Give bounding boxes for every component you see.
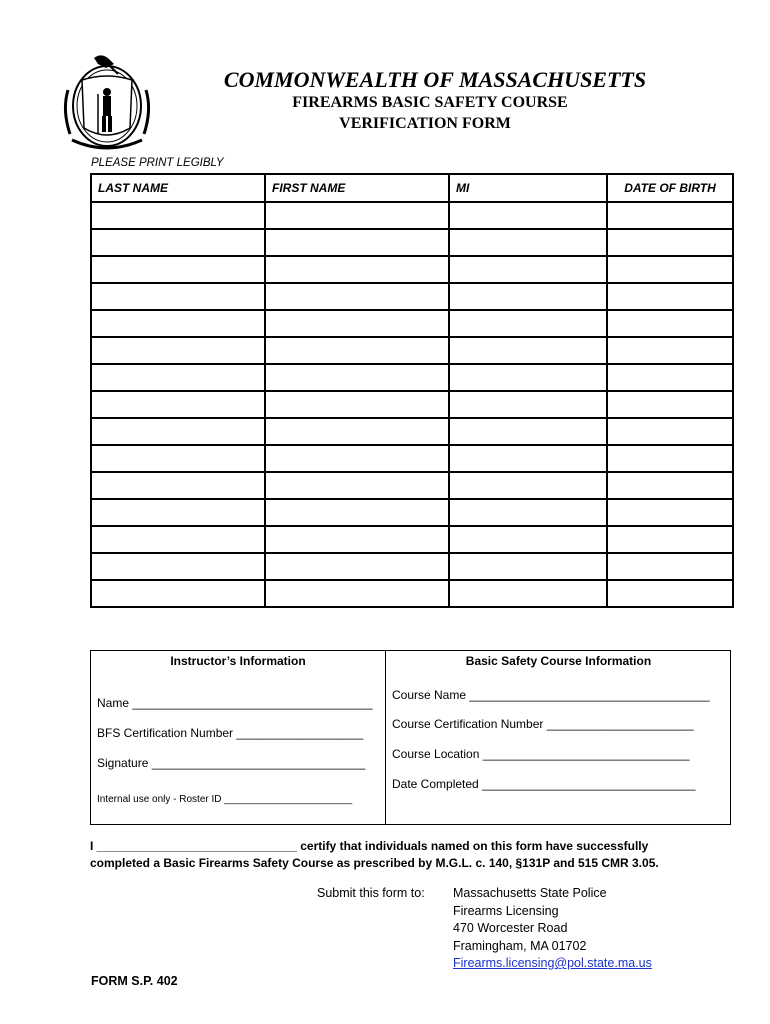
last-name-cell[interactable] xyxy=(91,445,265,472)
mi-cell[interactable] xyxy=(449,391,607,418)
form-number: FORM S.P. 402 xyxy=(91,974,178,988)
page-title: COMMONWEALTH OF MASSACHUSETTS xyxy=(223,67,647,92)
information-box xyxy=(90,650,731,825)
form-subtitle: FIREARMS BASIC SAFETY COURSE xyxy=(292,94,568,111)
first-name-cell[interactable] xyxy=(265,418,449,445)
first-name-cell[interactable] xyxy=(265,472,449,499)
first-name-cell[interactable] xyxy=(265,283,449,310)
first-name-cell[interactable] xyxy=(265,202,449,229)
last-name-cell[interactable] xyxy=(91,580,265,607)
roster-row xyxy=(91,391,733,418)
last-name-cell[interactable] xyxy=(91,256,265,283)
roster-row xyxy=(91,472,733,499)
roster-row xyxy=(91,418,733,445)
date-completed-field[interactable]: Date Completed ________________________________ xyxy=(392,777,696,791)
address-line: Firearms Licensing xyxy=(453,904,559,918)
submit-label: Submit this form to: xyxy=(317,886,425,900)
first-name-cell[interactable] xyxy=(265,580,449,607)
dob-cell[interactable] xyxy=(607,526,733,553)
address-line: 470 Worcester Road xyxy=(453,921,568,935)
roster-row xyxy=(91,283,733,310)
last-name-cell[interactable] xyxy=(91,391,265,418)
col-date-of-birth: DATE OF BIRTH xyxy=(607,174,733,202)
certify-line-2: completed a Basic Firearms Safety Course as prescribed by M.G.L. c. 140, §131P and 515 CMR 3.05. xyxy=(90,856,659,870)
roster-row xyxy=(91,229,733,256)
address-line: Massachusetts State Police xyxy=(453,886,607,900)
last-name-cell[interactable] xyxy=(91,310,265,337)
course-certification-field[interactable]: Course Certification Number ______________________ xyxy=(392,717,694,731)
mi-cell[interactable] xyxy=(449,472,607,499)
last-name-cell[interactable] xyxy=(91,283,265,310)
bfs-certification-field[interactable]: BFS Certification Number ___________________ xyxy=(97,726,364,740)
roster-row xyxy=(91,310,733,337)
roster-row xyxy=(91,202,733,229)
last-name-cell[interactable] xyxy=(91,364,265,391)
commonwealth-seal xyxy=(58,50,156,152)
roster-row xyxy=(91,499,733,526)
last-name-cell[interactable] xyxy=(91,472,265,499)
dob-cell[interactable] xyxy=(607,418,733,445)
first-name-cell[interactable] xyxy=(265,499,449,526)
first-name-cell[interactable] xyxy=(265,337,449,364)
certification-statement xyxy=(90,838,730,872)
roster-row xyxy=(91,526,733,553)
mi-cell[interactable] xyxy=(449,418,607,445)
dob-cell[interactable] xyxy=(607,580,733,607)
mi-cell[interactable] xyxy=(449,310,607,337)
mi-cell[interactable] xyxy=(449,553,607,580)
roster-row xyxy=(91,256,733,283)
course-location-field[interactable]: Course Location _______________________________ xyxy=(392,747,690,761)
last-name-cell[interactable] xyxy=(91,553,265,580)
mi-cell[interactable] xyxy=(449,202,607,229)
mi-cell[interactable] xyxy=(449,526,607,553)
mi-cell[interactable] xyxy=(449,364,607,391)
mi-cell[interactable] xyxy=(449,580,607,607)
last-name-cell[interactable] xyxy=(91,499,265,526)
mi-cell[interactable] xyxy=(449,445,607,472)
first-name-cell[interactable] xyxy=(265,256,449,283)
col-mi: MI xyxy=(449,174,607,202)
first-name-cell[interactable] xyxy=(265,229,449,256)
signature-field[interactable]: Signature ________________________________ xyxy=(97,756,366,770)
email-link[interactable]: Firearms.licensing@pol.state.ma.us xyxy=(453,956,652,970)
last-name-cell[interactable] xyxy=(91,526,265,553)
instructor-name-field[interactable]: Name ____________________________________ xyxy=(97,696,373,710)
first-name-cell[interactable] xyxy=(265,526,449,553)
dob-cell[interactable] xyxy=(607,472,733,499)
mi-cell[interactable] xyxy=(449,283,607,310)
col-first-name: FIRST NAME xyxy=(265,174,449,202)
print-instruction: PLEASE PRINT LEGIBLY xyxy=(91,157,224,169)
instructor-heading: Instructor’s Information xyxy=(170,654,306,668)
first-name-cell[interactable] xyxy=(265,553,449,580)
col-last-name: LAST NAME xyxy=(91,174,265,202)
mi-cell[interactable] xyxy=(449,256,607,283)
first-name-cell[interactable] xyxy=(265,391,449,418)
dob-cell[interactable] xyxy=(607,391,733,418)
first-name-cell[interactable] xyxy=(265,445,449,472)
dob-cell[interactable] xyxy=(607,229,733,256)
last-name-cell[interactable] xyxy=(91,337,265,364)
last-name-cell[interactable] xyxy=(91,229,265,256)
roster-table xyxy=(90,173,734,608)
info-divider xyxy=(385,651,386,824)
course-heading: Basic Safety Course Information xyxy=(465,654,652,668)
dob-cell[interactable] xyxy=(607,337,733,364)
address-line: Framingham, MA 01702 xyxy=(453,939,587,953)
dob-cell[interactable] xyxy=(607,310,733,337)
roster-row xyxy=(91,364,733,391)
dob-cell[interactable] xyxy=(607,445,733,472)
first-name-cell[interactable] xyxy=(265,364,449,391)
mi-cell[interactable] xyxy=(449,499,607,526)
roster-row xyxy=(91,580,733,607)
roster-row xyxy=(91,337,733,364)
roster-row xyxy=(91,553,733,580)
mi-cell[interactable] xyxy=(449,229,607,256)
dob-cell[interactable] xyxy=(607,283,733,310)
dob-cell[interactable] xyxy=(607,364,733,391)
course-name-field[interactable]: Course Name ____________________________________ xyxy=(392,688,710,702)
roster-id-field[interactable]: Internal use only - Roster ID _______________________ xyxy=(97,794,353,805)
first-name-cell[interactable] xyxy=(265,310,449,337)
dob-cell[interactable] xyxy=(607,202,733,229)
last-name-cell[interactable] xyxy=(91,202,265,229)
last-name-cell[interactable] xyxy=(91,418,265,445)
mi-cell[interactable] xyxy=(449,337,607,364)
certify-line-1: I ______________________________ certify that individuals named on this form have successfully xyxy=(90,839,649,853)
dob-cell[interactable] xyxy=(607,256,733,283)
dob-cell[interactable] xyxy=(607,499,733,526)
form-subtitle-2: VERIFICATION FORM xyxy=(339,115,511,132)
dob-cell[interactable] xyxy=(607,553,733,580)
roster-header-row xyxy=(91,174,733,202)
roster-row xyxy=(91,445,733,472)
